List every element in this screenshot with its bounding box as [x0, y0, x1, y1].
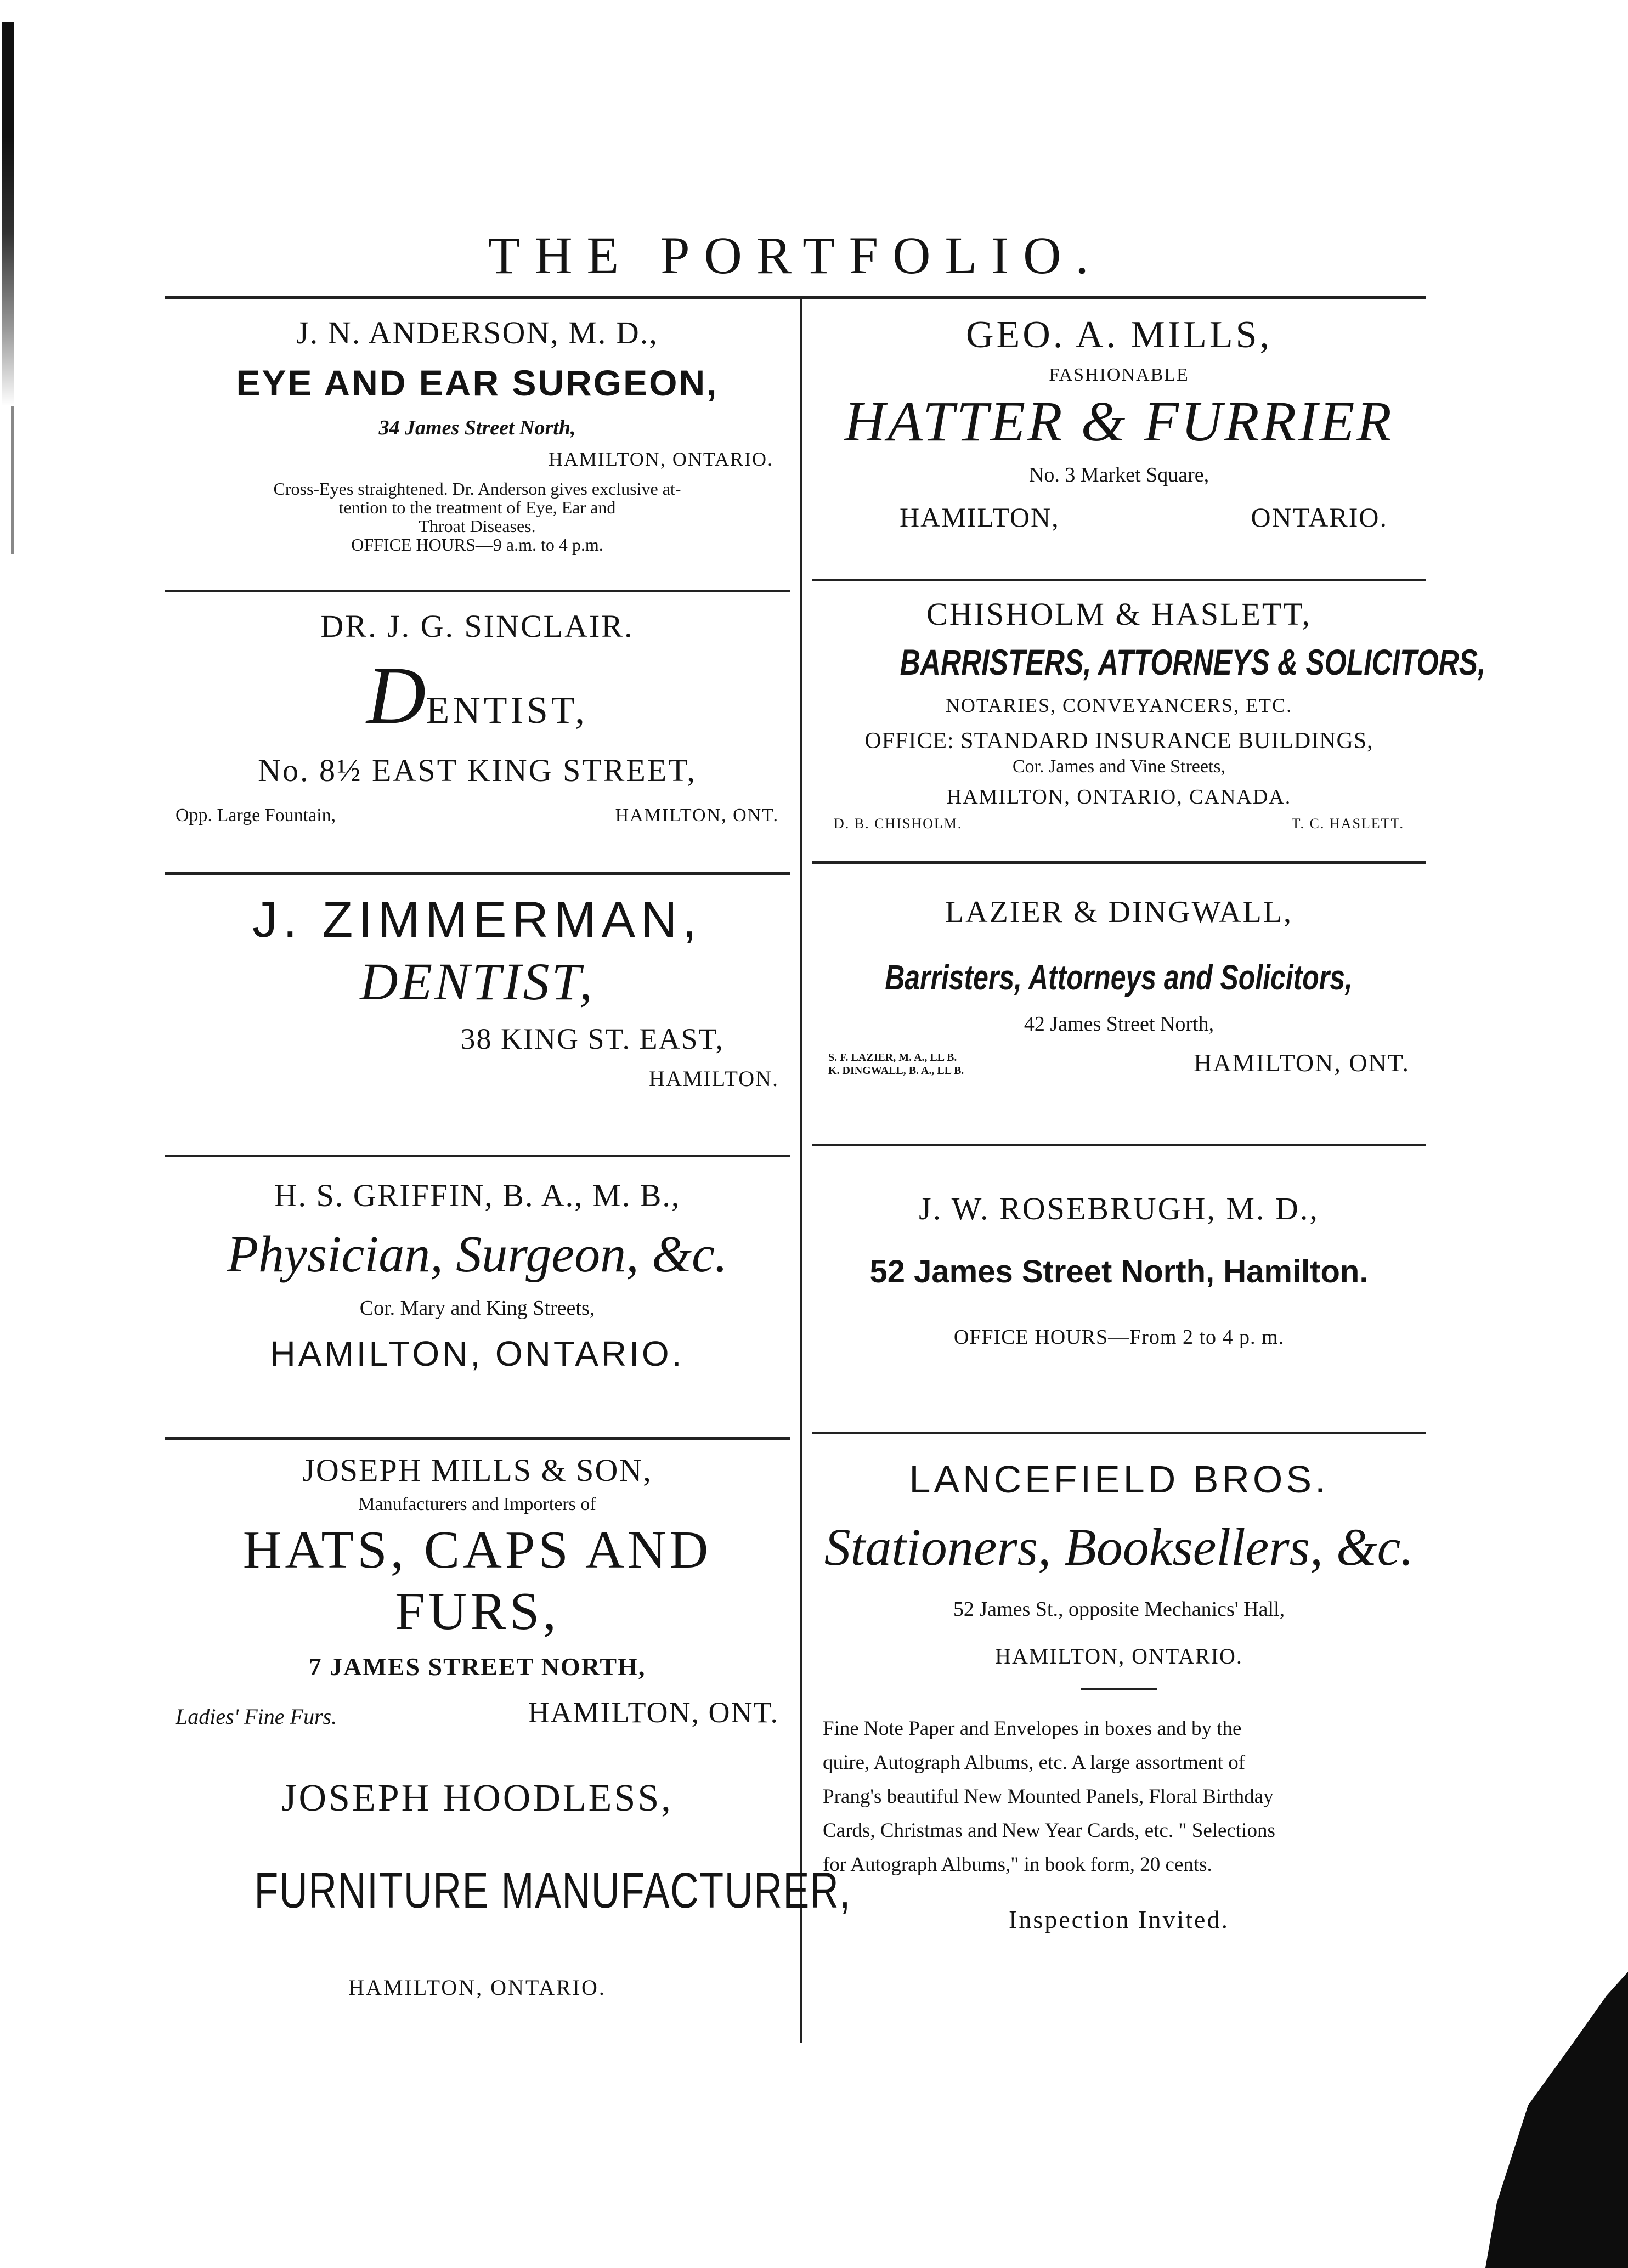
- ad-sinclair: [165, 592, 790, 872]
- ad-address: 52 James St., opposite Mechanics' Hall,: [953, 1598, 1285, 1621]
- ad-subtitle: NOTARIES, CONVEYANCERS, ETC.: [945, 694, 1293, 716]
- ad-address: Cor. Mary and King Streets,: [359, 1297, 595, 1320]
- ad-title: BARRISTERS, ATTORNEYS & SOLICITORS,: [900, 642, 1486, 682]
- ad-city: HAMILTON, ONTARIO.: [548, 448, 773, 470]
- ad-footer-row: [817, 1048, 1421, 1077]
- ad-province: ONTARIO.: [1251, 502, 1388, 533]
- ad-subtitle: FASHIONABLE: [1049, 365, 1189, 385]
- page-edge-mark: [11, 406, 14, 554]
- ad-name: JOSEPH MILLS & SON,: [302, 1452, 652, 1488]
- ad-title: FURNITURE MANUFACTURER,: [254, 1863, 851, 1919]
- ad-chisholm: [812, 581, 1486, 861]
- ad-name: LAZIER & DINGWALL,: [945, 895, 1293, 929]
- ad-address: 34 James Street North,: [378, 416, 576, 439]
- page-edge-mark: [2, 22, 14, 406]
- ad-address: 42 James Street North,: [1024, 1013, 1214, 1036]
- ad-footer-row: [170, 805, 784, 826]
- ad-specialty: Ladies' Fine Furs.: [176, 1704, 337, 1729]
- ad-location: Opp. Large Fountain,: [176, 805, 336, 825]
- ad-hours: OFFICE HOURS—9 a.m. to 4 p.m.: [351, 535, 603, 555]
- corner-scan-blot: [1485, 1972, 1628, 2268]
- ad-title: HATTER & FURRIER: [844, 390, 1394, 453]
- ad-footer-row: [170, 1695, 784, 1729]
- ad-address: 38 KING ST. EAST,: [460, 1022, 724, 1055]
- ad-title: DENTIST,: [360, 952, 595, 1011]
- ad-zimmerman: [165, 875, 790, 1155]
- ad-mills-son: [165, 1440, 790, 1747]
- ad-name: CHISHOLM & HASLETT,: [926, 596, 1312, 632]
- ad-footer-row: [817, 501, 1421, 533]
- ad-note: Cross-Eyes straightened. Dr. Anderson gives exclusive at- tention to the treatment of Eye, Ear and Throat Diseases. OFFICE HOURS—9 a.m. to 4 p.m.: [170, 479, 784, 554]
- ad-hours: OFFICE HOURS—From 2 to 4 p. m.: [953, 1326, 1285, 1349]
- ad-name: J. W. ROSEBRUGH, M. D.,: [919, 1191, 1319, 1226]
- ad-lazier: [812, 864, 1426, 1144]
- ad-city: HAMILTON, ONTARIO.: [270, 1334, 685, 1373]
- ad-title: Stationers, Booksellers, &c.: [824, 1518, 1414, 1576]
- left-column: [165, 299, 851, 2054]
- ad-title: HATS, CAPS AND FURS,: [242, 1520, 712, 1641]
- ad-city: HAMILTON, ONT.: [528, 1696, 779, 1729]
- ad-rosebrugh: [812, 1146, 1426, 1432]
- right-column: [812, 299, 1486, 2027]
- ad-title: Physician, Surgeon, &c.: [227, 1226, 728, 1283]
- ad-city: HAMILTON, ONT.: [1194, 1049, 1410, 1077]
- ad-closing: Inspection Invited.: [1009, 1905, 1229, 1933]
- ad-city: HAMILTON.: [649, 1066, 779, 1091]
- ad-partners: S. F. LAZIER, M. A., LL B. K. DINGWALL, B. A., LL B.: [828, 1051, 964, 1077]
- ad-name: DR. J. G. SINCLAIR.: [320, 608, 634, 644]
- ad-name: H. S. GRIFFIN, B. A., M. B.,: [274, 1178, 681, 1213]
- ad-city: HAMILTON, ONTARIO, CANADA.: [946, 785, 1292, 808]
- ad-office: OFFICE: STANDARD INSURANCE BUILDINGS,: [864, 728, 1373, 754]
- ad-title: DENTIST,: [366, 650, 588, 741]
- ad-address: No. 8½ EAST KING STREET,: [258, 753, 697, 788]
- ad-body: Fine Note Paper and Envelopes in boxes and by the quire, Autograph Albums, etc. A large assortment of Prang's beautiful New Mounted Panels, Floral Birthday Cards, Christmas and New Year Cards, etc. " Selections for Autograph Albums," in book form, 20 cents.: [823, 1717, 1275, 1876]
- ad-title: Barristers, Attorneys and Solicitors,: [885, 958, 1353, 997]
- ad-address: No. 3 Market Square,: [1028, 463, 1209, 487]
- ad-address: 52 James Street North, Hamilton.: [869, 1254, 1369, 1289]
- ad-name: J. ZIMMERMAN,: [252, 892, 702, 948]
- ornament-rule: [1081, 1688, 1157, 1690]
- ad-anderson: [165, 299, 790, 590]
- ad-title: EYE AND EAR SURGEON,: [236, 363, 719, 403]
- ad-footer-row: [817, 816, 1421, 832]
- ad-name: GEO. A. MILLS,: [965, 314, 1273, 356]
- ad-partner: T. C. HASLETT.: [1291, 816, 1404, 832]
- ad-hoodless: [165, 1747, 851, 2054]
- ad-name: LANCEFIELD BROS.: [909, 1458, 1329, 1501]
- ad-address: 7 JAMES STREET NORTH,: [308, 1653, 646, 1681]
- running-head: THE PORTFOLIO.: [488, 226, 1103, 285]
- ad-lancefield: [812, 1434, 1426, 2027]
- ad-geo-mills: [812, 299, 1426, 579]
- ad-name: J. N. ANDERSON, M. D.,: [296, 315, 658, 350]
- ad-city: HAMILTON, ONTARIO.: [995, 1644, 1243, 1669]
- ad-subtitle: Manufacturers and Importers of: [358, 1494, 596, 1514]
- ad-city: HAMILTON,: [900, 502, 1060, 533]
- ad-address: Cor. James and Vine Streets,: [1012, 756, 1226, 777]
- ad-partner: D. B. CHISHOLM.: [834, 816, 963, 832]
- ad-city: HAMILTON, ONTARIO.: [348, 1975, 606, 2000]
- ad-name: JOSEPH HOODLESS,: [281, 1777, 673, 1819]
- column-divider: [800, 299, 802, 2043]
- ad-griffin: [165, 1157, 790, 1437]
- ad-city: HAMILTON, ONT.: [615, 805, 779, 825]
